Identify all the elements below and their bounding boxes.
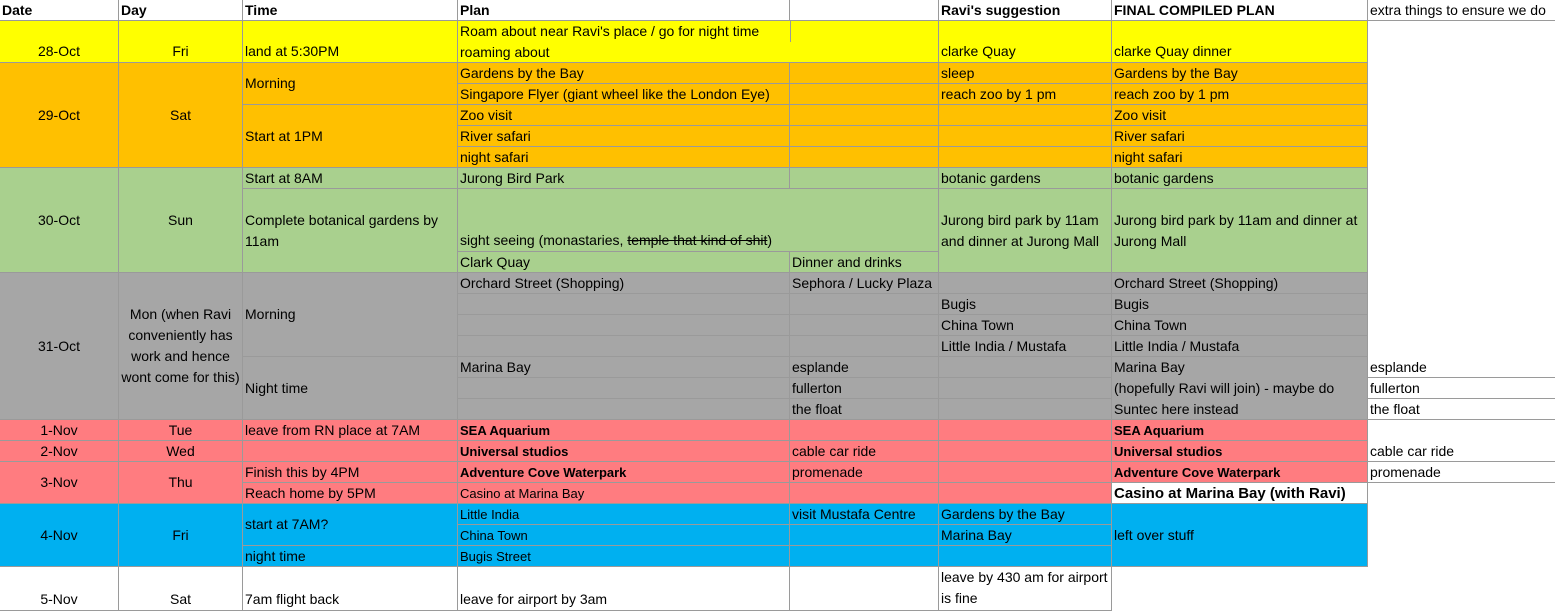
final-cell[interactable]: Universal studios: [1112, 441, 1368, 462]
plan-cell[interactable]: leave for airport by 3am: [458, 567, 790, 611]
plan-cell[interactable]: SEA Aquarium: [458, 420, 790, 441]
plan-line: roaming about: [460, 44, 550, 60]
ravi-cell[interactable]: Gardens by the Bay: [939, 504, 1112, 525]
date-cell[interactable]: 3-Nov: [0, 462, 119, 504]
ravi-cell[interactable]: [939, 105, 1112, 126]
plan2-cell[interactable]: [790, 336, 939, 357]
date-cell[interactable]: 4-Nov: [0, 504, 119, 567]
plan-cell[interactable]: Clark Quay: [458, 252, 790, 273]
plan2-cell[interactable]: [790, 147, 939, 168]
plan-cell[interactable]: night safari: [458, 147, 790, 168]
plan2-cell[interactable]: fullerton: [790, 378, 939, 399]
header-time[interactable]: Time: [243, 0, 458, 21]
plan2-cell[interactable]: [790, 84, 939, 105]
ravi-cell[interactable]: botanic gardens: [939, 168, 1112, 189]
plan2-cell[interactable]: [790, 315, 939, 336]
final-cell[interactable]: clarke Quay dinner: [1112, 21, 1368, 63]
final-cell[interactable]: Bugis: [1112, 294, 1368, 315]
grid-line: [790, 21, 791, 42]
time-cell[interactable]: Night time: [243, 357, 458, 420]
ravi-cell[interactable]: Jurong bird park by 11am and dinner at Jurong Mall: [939, 189, 1112, 273]
final-cell[interactable]: River safari: [1112, 126, 1368, 147]
time-cell[interactable]: leave from RN place at 7AM: [243, 420, 458, 441]
final-cell[interactable]: Zoo visit: [1112, 105, 1368, 126]
extra-cell[interactable]: esplande: [1368, 357, 1555, 378]
ravi-cell[interactable]: [939, 483, 1112, 504]
extra-cell[interactable]: cable car ride: [1368, 441, 1555, 462]
final-cell[interactable]: reach zoo by 1 pm: [1112, 84, 1368, 105]
plan-line: Roam about near Ravi's place / go for night time: [460, 23, 760, 39]
plan2-cell[interactable]: cable car ride: [790, 441, 939, 462]
ravi-cell[interactable]: Marina Bay: [939, 525, 1112, 546]
plan-cell[interactable]: [458, 294, 790, 315]
ravi-cell[interactable]: [939, 378, 1112, 399]
plan2-cell[interactable]: [790, 567, 939, 611]
day-cell[interactable]: Wed: [119, 441, 243, 462]
plan-cell[interactable]: River safari: [458, 126, 790, 147]
final-line: Suntec here instead: [1114, 401, 1239, 417]
plan-cell[interactable]: [458, 189, 939, 252]
ravi-cell[interactable]: clarke Quay: [939, 21, 1112, 63]
final-cell[interactable]: Little India / Mustafa: [1112, 336, 1368, 357]
extra-cell[interactable]: fullerton: [1368, 378, 1555, 399]
plan2-cell[interactable]: promenade: [790, 462, 939, 483]
time-cell[interactable]: Finish this by 4PM: [243, 462, 458, 483]
time-cell[interactable]: night time: [243, 546, 458, 567]
plan2-cell[interactable]: the float: [790, 399, 939, 420]
ravi-cell[interactable]: [939, 147, 1112, 168]
plan-cell[interactable]: [458, 399, 790, 420]
day-cell[interactable]: Sat: [119, 63, 243, 168]
plan-cell[interactable]: Casino at Marina Bay: [458, 483, 790, 504]
plan-cell[interactable]: Gardens by the Bay: [458, 63, 790, 84]
plan2-cell[interactable]: [790, 420, 939, 441]
plan2-cell[interactable]: esplande: [790, 357, 939, 378]
ravi-cell[interactable]: [939, 462, 1112, 483]
ravi-cell[interactable]: [939, 126, 1112, 147]
time-cell[interactable]: Start at 1PM: [243, 105, 458, 168]
day-cell[interactable]: Sat: [119, 567, 243, 611]
day-cell[interactable]: Tue: [119, 420, 243, 441]
plan-cell[interactable]: China Town: [458, 525, 790, 546]
plan2-cell[interactable]: Sephora / Lucky Plaza: [790, 273, 939, 294]
final-cell[interactable]: [1112, 357, 1368, 420]
plan2-cell[interactable]: [790, 105, 939, 126]
day-cell[interactable]: Mon (when Ravi conveniently has work and hence wont come for this): [119, 273, 243, 420]
day-cell[interactable]: Sun: [119, 168, 243, 273]
date-cell[interactable]: 2-Nov: [0, 441, 119, 462]
date-cell[interactable]: 28-Oct: [0, 21, 119, 63]
final-cell[interactable]: Jurong bird park by 11am and dinner at Jurong Mall: [1112, 189, 1368, 273]
time-cell[interactable]: Morning: [243, 273, 458, 357]
date-cell[interactable]: 5-Nov: [0, 567, 119, 611]
extra-cell[interactable]: the float: [1368, 399, 1555, 420]
ravi-cell[interactable]: [939, 441, 1112, 462]
ravi-cell[interactable]: [939, 357, 1112, 378]
plan2-cell[interactable]: Dinner and drinks: [790, 252, 939, 273]
date-cell[interactable]: 29-Oct: [0, 63, 119, 168]
ravi-cell[interactable]: leave by 430 am for airport is fine: [939, 567, 1112, 611]
final-cell[interactable]: Adventure Cove Waterpark: [1112, 462, 1368, 483]
plan2-cell[interactable]: [790, 126, 939, 147]
final-cell[interactable]: Casino at Marina Bay (with Ravi): [1112, 483, 1368, 504]
time-cell[interactable]: start at 7AM?: [243, 504, 458, 546]
ravi-cell[interactable]: [939, 546, 1112, 567]
final-cell[interactable]: China Town: [1112, 315, 1368, 336]
plan-text: [460, 230, 936, 251]
plan2-cell[interactable]: visit Mustafa Centre: [790, 504, 939, 525]
day-cell[interactable]: Fri: [119, 21, 243, 63]
date-cell[interactable]: 30-Oct: [0, 168, 119, 273]
header-day[interactable]: Day: [119, 0, 243, 21]
header-plan[interactable]: Plan: [458, 0, 790, 21]
ravi-cell[interactable]: Little India / Mustafa: [939, 336, 1112, 357]
extra-cell[interactable]: promenade: [1368, 462, 1555, 483]
plan2-cell[interactable]: [790, 525, 939, 546]
plan-text-part: ): [767, 232, 773, 248]
plan2-cell[interactable]: [790, 294, 939, 315]
ravi-cell[interactable]: [939, 273, 1112, 294]
header-date[interactable]: Date: [0, 0, 119, 21]
ravi-cell[interactable]: Bugis: [939, 294, 1112, 315]
plan2-cell[interactable]: [790, 63, 939, 84]
time-cell[interactable]: Reach home by 5PM: [243, 483, 458, 504]
time-cell[interactable]: 7am flight back: [243, 567, 458, 611]
plan-cell[interactable]: [458, 378, 790, 399]
final-cell[interactable]: botanic gardens: [1112, 168, 1368, 189]
final-cell[interactable]: SEA Aquarium: [1112, 420, 1368, 441]
header-ravi[interactable]: Ravi's suggestion: [939, 0, 1112, 21]
plan-cell[interactable]: Singapore Flyer (giant wheel like the London Eye): [458, 84, 790, 105]
ravi-cell[interactable]: [939, 420, 1112, 441]
plan2-cell[interactable]: [790, 546, 939, 567]
time-cell[interactable]: [243, 441, 458, 462]
plan-cell[interactable]: Zoo visit: [458, 105, 790, 126]
time-cell[interactable]: Start at 8AM: [243, 168, 458, 189]
plan-text-part: sight seeing (monastaries,: [460, 232, 628, 248]
ravi-cell[interactable]: China Town: [939, 315, 1112, 336]
date-cell[interactable]: 1-Nov: [0, 420, 119, 441]
day-cell[interactable]: Thu: [119, 462, 243, 504]
plan2-cell[interactable]: [790, 168, 939, 189]
plan-cell[interactable]: Adventure Cove Waterpark: [458, 462, 790, 483]
plan2-cell[interactable]: [790, 483, 939, 504]
day-cell[interactable]: Fri: [119, 504, 243, 567]
plan-cell[interactable]: [458, 336, 790, 357]
final-cell[interactable]: night safari: [1112, 147, 1368, 168]
plan-cell[interactable]: Marina Bay: [458, 357, 790, 378]
plan-cell[interactable]: Universal studios: [458, 441, 790, 462]
header-final[interactable]: FINAL COMPILED PLAN: [1112, 0, 1368, 21]
plan-cell[interactable]: Little India: [458, 504, 790, 525]
time-cell[interactable]: land at 5:30PM: [243, 21, 458, 63]
date-cell[interactable]: 31-Oct: [0, 273, 119, 420]
plan-cell[interactable]: Bugis Street: [458, 546, 790, 567]
ravi-cell[interactable]: sleep: [939, 63, 1112, 84]
plan-cell[interactable]: Jurong Bird Park: [458, 168, 790, 189]
final-cell[interactable]: Orchard Street (Shopping): [1112, 273, 1368, 294]
ravi-cell[interactable]: reach zoo by 1 pm: [939, 84, 1112, 105]
final-line: (hopefully Ravi will join) - maybe do: [1114, 380, 1335, 396]
plan-cell[interactable]: [458, 315, 790, 336]
ravi-cell[interactable]: [939, 399, 1112, 420]
final-cell[interactable]: Gardens by the Bay: [1112, 63, 1368, 84]
final-cell[interactable]: left over stuff: [1112, 504, 1368, 567]
plan-cell[interactable]: [458, 21, 939, 63]
header-blank[interactable]: [790, 0, 939, 21]
final-line: Marina Bay: [1114, 359, 1185, 375]
time-cell[interactable]: Morning: [243, 63, 458, 105]
header-extra[interactable]: extra things to ensure we do: [1368, 0, 1555, 21]
plan-cell[interactable]: Orchard Street (Shopping): [458, 273, 790, 294]
strikethrough-text: temple that kind of shit: [627, 232, 768, 248]
time-cell[interactable]: Complete botanical gardens by 11am: [243, 189, 458, 273]
